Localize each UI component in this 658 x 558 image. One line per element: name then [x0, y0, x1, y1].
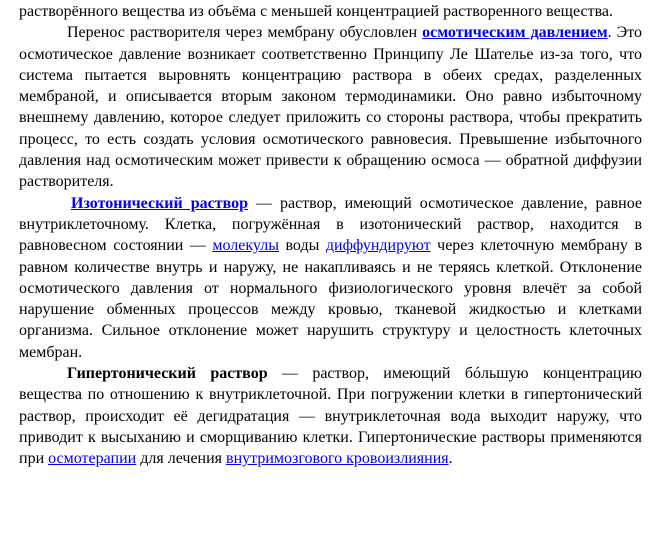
paragraph-osmotic-pressure	[19, 22, 642, 192]
link-osmotic-pressure[interactable]: осмотическим давлением	[422, 24, 608, 42]
document-body	[19, 1, 642, 470]
paragraph-text: Перенос растворителя через мембрану обусловлен	[67, 24, 423, 42]
paragraph-text: . Это осмотическое давление возникает соответственно Принципу Ле Шателье из-за того, что система пытается выровнять концентрацию раствора в обеих средах, разделенных мембраной, и описывается вторым законом термодинамики. Оно равно избыточному внешнему давлению, которое следует приложить со стороны раствора, чтобы прекратить процесс, то есть создать условия осмотического равновесия. Превышение избыточного давления над осмотическим может привести к обращению осмоса — обратной диффузии растворителя.	[19, 24, 642, 191]
link-diffuse[interactable]: диффундируют	[325, 237, 431, 255]
paragraph-continuation: растворённого вещества из объёма с меньшей концентрацией растворенного вещества.	[19, 3, 614, 20]
paragraph-text: — раствор, имеющий бóльшую концентрацию вещества по отношению к внутриклеточной. При погружении клетки в гипертонический раствор, происходит её дегидратация — внутриклеточная вода выходит наружу, что приводит к высыханию и сморщиванию клетки. Гипертонические растворы применяются при	[19, 365, 643, 468]
paragraph-hypertonic	[19, 363, 642, 469]
paragraph-text: через клеточную мембрану в равном количестве внутрь и наружу, не накапливаясь и не теряясь клеткой. Отклонение осмотического давления от нормального физиологического уровня влечёт за собой нарушение обменных процессов между кровью, тканевой жидкостью и клетками организма. Сильное отклонение может нарушить структуру и целостность клеточных мембран.	[19, 237, 643, 361]
paragraph-text: — раствор, имеющий осмотическое давление, равное внутриклеточному. Клетка, погружённая в изотонический раствор, находится в равновесном состоянии —	[19, 194, 642, 255]
paragraph-text: .	[448, 450, 453, 468]
paragraph-text: воды	[278, 237, 326, 255]
link-intracerebral-hemorrhage[interactable]: внутримозгового кровоизлияния	[226, 450, 449, 468]
link-isotonic-solution[interactable]: Изотонический раствор	[71, 194, 249, 212]
link-osmotherapy[interactable]: осмотерапии	[48, 450, 137, 468]
term-hypertonic-solution: Гипертонический раствор	[67, 365, 268, 383]
link-molecules[interactable]: молекулы	[212, 237, 279, 255]
paragraph-text: для лечения	[136, 450, 227, 468]
paragraph-isotonic	[19, 193, 642, 363]
